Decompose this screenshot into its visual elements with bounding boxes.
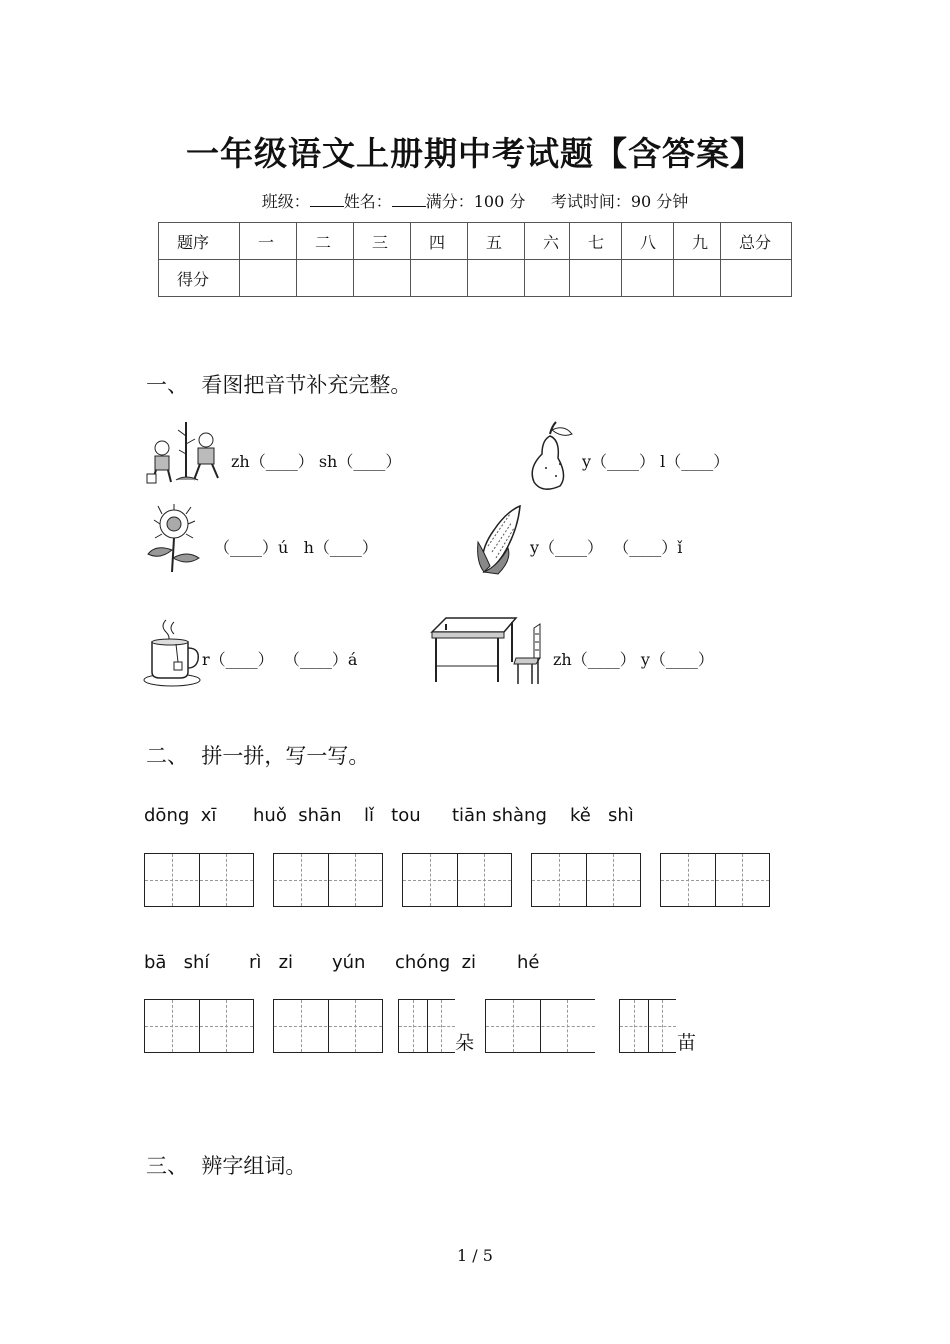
score-cell[interactable] — [622, 260, 674, 297]
pinyin-fill-desk[interactable]: zh（____） y（____） — [553, 650, 714, 669]
pinyin-fill-corn[interactable]: y（____） （____）ǐ — [530, 538, 683, 557]
pinyin-fill-planting[interactable]: zh（____） sh（____） — [231, 452, 402, 471]
pinyin-word: chóng zi — [395, 952, 477, 973]
class-blank[interactable] — [310, 192, 344, 207]
exam-info — [0, 189, 950, 212]
writing-box[interactable] — [144, 999, 254, 1053]
pinyin-word: lǐ tou — [364, 805, 421, 826]
table-header: 七 — [570, 223, 622, 260]
writing-box[interactable] — [402, 853, 512, 907]
writing-box[interactable] — [531, 853, 641, 907]
score-cell[interactable] — [411, 260, 468, 297]
table-header: 题序 — [159, 223, 240, 260]
pinyin-word: hé — [517, 952, 540, 973]
score-table-score-row — [159, 260, 792, 297]
name-blank[interactable] — [392, 192, 426, 207]
desk-and-chair-icon — [428, 614, 552, 688]
pinyin-fill-tea[interactable]: r（____） （____）á — [202, 650, 358, 669]
score-cell[interactable] — [525, 260, 570, 297]
pinyin-word: yún — [332, 952, 366, 973]
planting-children-icon — [142, 418, 230, 488]
section-1-heading: 一、 看图把音节补充完整。 — [146, 373, 412, 397]
writing-box-single[interactable] — [619, 999, 676, 1053]
name-label: 姓名： — [343, 192, 392, 211]
table-row-label: 得分 — [159, 260, 240, 297]
table-header: 五 — [468, 223, 525, 260]
pinyin-word: huǒ shān — [253, 805, 342, 826]
pinyin-word: rì zi — [249, 952, 294, 973]
table-header: 总分 — [721, 223, 792, 260]
writing-box[interactable] — [485, 999, 595, 1053]
writing-box[interactable] — [273, 853, 383, 907]
score-cell[interactable] — [570, 260, 622, 297]
pinyin-word: dōng xī — [144, 805, 217, 826]
score-cell[interactable] — [354, 260, 411, 297]
pear-icon — [526, 420, 578, 492]
score-cell[interactable] — [240, 260, 297, 297]
page-number: 1 / 5 — [457, 1246, 493, 1265]
table-header: 八 — [622, 223, 674, 260]
chrysanthemum-icon — [142, 502, 208, 576]
corn-icon — [474, 502, 530, 578]
given-char-duo: 朵 — [455, 1032, 475, 1054]
table-header: 三 — [354, 223, 411, 260]
score-cell[interactable] — [674, 260, 721, 297]
full-score: 满分：100 分 — [425, 192, 526, 211]
pinyin-fill-pear[interactable]: y（____） l（____） — [582, 452, 730, 471]
tea-cup-icon — [142, 616, 204, 688]
score-table-header-row — [159, 223, 792, 260]
page-title: 一年级语文上册期中考试题【含答案】 — [186, 134, 764, 173]
score-table — [158, 222, 792, 297]
pinyin-fill-flower[interactable]: （____）ú h（____） — [214, 538, 378, 557]
writing-box[interactable] — [660, 853, 770, 907]
table-header: 一 — [240, 223, 297, 260]
writing-box[interactable] — [273, 999, 383, 1053]
score-cell[interactable] — [721, 260, 792, 297]
writing-box-single[interactable] — [398, 999, 455, 1053]
pinyin-word: bā shí — [144, 952, 210, 973]
score-cell[interactable] — [468, 260, 525, 297]
pinyin-word: kě shì — [570, 805, 634, 826]
writing-box[interactable] — [144, 853, 254, 907]
table-header: 二 — [297, 223, 354, 260]
table-header: 九 — [674, 223, 721, 260]
section-2-heading: 二、 拼一拼，写一写。 — [146, 744, 370, 768]
table-header: 六 — [525, 223, 570, 260]
exam-time: 考试时间：90 分钟 — [550, 192, 689, 211]
score-cell[interactable] — [297, 260, 354, 297]
class-label: 班级： — [261, 192, 310, 211]
pinyin-word: tiān shàng — [452, 805, 547, 826]
section-3-heading: 三、 辨字组词。 — [146, 1154, 307, 1178]
table-header: 四 — [411, 223, 468, 260]
given-char-miao: 苗 — [677, 1032, 697, 1054]
